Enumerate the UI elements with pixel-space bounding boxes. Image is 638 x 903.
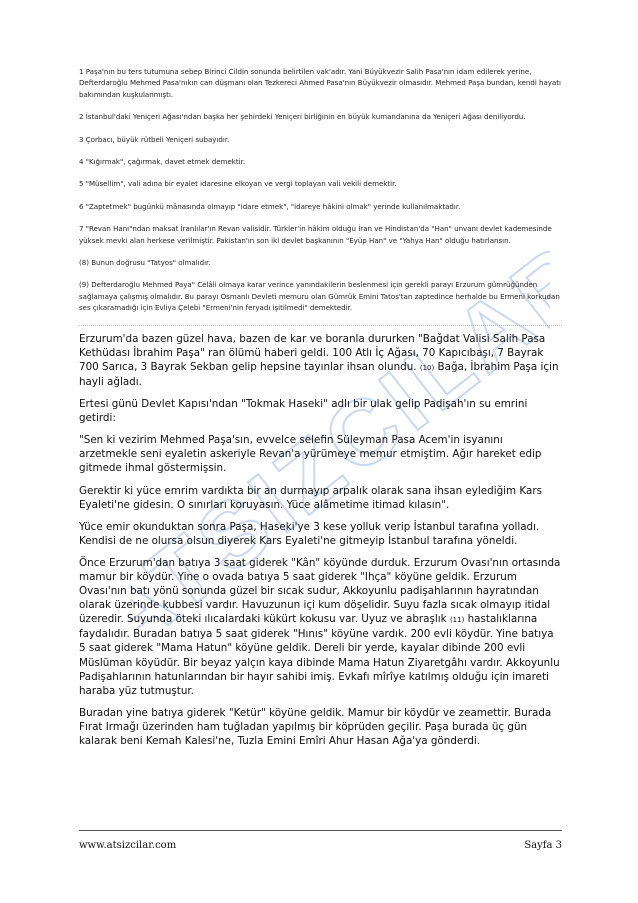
- paragraph-6: [79, 556, 562, 698]
- footer-site-link[interactable]: www.atsizcilar.com: [79, 840, 177, 851]
- footnote-9: (9) Defterdaroğlu Mehmed Paya" Celâli olmaya karar verince yanındakilerin beslenmesi için gerekli parayı Erzurum gümrüğünden sağlamaya çalışmış olmalıdır. Bu parayı Osmanlı Devleti memuru olan Gümrük Emini Tatos'tan zaptedince herhalde bu Ermeni korkudan ses çıkaramadığı için Evliya Çelebi "Ermeni'nin feryadı işitilmedi" demektedir.: [79, 280, 560, 313]
- footnote-ref-10[interactable]: (10): [419, 363, 435, 372]
- footnote-ref-11[interactable]: (11): [449, 616, 465, 625]
- page-content: [79, 66, 562, 756]
- footnote-6: 6 "Zaptetmek" bugünkü mânasında olmayıp "idare etmek", "idareye hâkini olmak" yerinde kullanılmaktadır.: [79, 201, 461, 211]
- paragraph-6-after: hastalıklarına faydalıdır. Buradan batıya 5 saat giderek "Hınıs" köyüne vardık. 200 evli köydür. Yine batıya 5 saat giderek "Mama Hatun" köyüne geldik. Dereli bir yerde, kayalar dibinde 200 evli Müslüman köyüdür. Bir beyaz yalçın kaya dibinde Mama Hatun Ziyaretgâhı vardır. Akkoyunlu Padişahlarının hatunlarından bir hayır sahibi imiş. Evkafı mîrîye katılmış olduğu için imareti haraba yüz tutmuştur.: [79, 613, 560, 697]
- paragraph-1-text: Erzurum'da bazen güzel hava, bazen de kar ve boranla dururken "Bağdat Valisi Salih Pasa Kethüdası İbrahim Paşa" ran ölümü haberi geldi. 100 Atlı İç Ağası, 70 Kapıcıbaşı, 7 Bayrak 700 Sarıca, 3 Bayrak Sekban gelip hepsine tayınlar ihsan olundu.: [79, 332, 546, 373]
- paragraph-2: Ertesi günü Devlet Kapısı'ndan "Tokmak Haseki" adlı bir ulak gelip Padişah'ın su emrini getirdi:: [79, 398, 528, 425]
- paragraph-3: "Sen ki vezirim Mehmed Paşa'sın, evvelce selefin Süleyman Pasa Acem'in isyanını arzetmekle seni eyaletin askeriyle Revan'a yürümeye memur etmiştim. Ağır hareket edip gitmede ihmal göstermişsin.: [79, 434, 542, 475]
- watermark-text: ATSIZCILAR: [130, 250, 550, 630]
- paragraph-6-text: Önce Erzurum'dan batıya 3 saat giderek "Kân" köyünde durduk. Erzurum Ovası'nın ortasında mamur bir köydür. Yine o ovada batıya 5 saat giderek "Ihça" köyüne geldik. Erzurum Ovası'nın batı yönü sonunda güzel bir sıcak sudur, Akkoyunlu padişahlarının hayratından olarak üzerinde kubbesi vardır. Havuzunun içi kum döşelidir. Suyu fazla sıcak olmayıp itidal üzeredir. Suyunda öteki ılıcalardaki kükürt kokusu var. Uyuz ve abraşlık: [79, 556, 561, 626]
- footnote-8: (8) Bunun doğrusu "Tatyos" olmalıdır.: [79, 258, 211, 268]
- footnote-1: 1 Paşa'nın bu ters tutumuna sebep Birinci Cildin sonunda belirtilen vak'adır. Yani Büyükvezir Salih Pasa'nın idam edilerek yerine, Defterdaroğlu Mehmed Pasa'nıkın can düşmanı olan Tezkereci Ahmed Pasa'nın Büyükvezir olmasıdır. Mehmed Paşa bundan, kendi hayatı bakımından kuşkulanmıştı.: [79, 67, 562, 99]
- page-footer: [79, 830, 562, 851]
- footnote-5: 5 "Müsellim", vali adına bir eyalet idaresine elkoyan ve vergi toplayan vali vekili demektir.: [79, 179, 397, 189]
- paragraph-5: Yüce emir okunduktan sonra Paşa, Haseki'ye 3 kese yolluk verip İstanbul tarafına yolladı. Kendisi de ne olursa olsun diyerek Kars Eyaleti'ne gitmeyip İstanbul tarafına yöneldi.: [79, 520, 540, 547]
- footnote-7: 7 "Revan Hanı"ndan maksat İranlılar'ın Revan valisidir. Türkler'in hâkim olduğu İran ve Hindistan'da "Han" unvanı devlet kademesinde yüksek mevki alan herkese verilmiştir. Pakistan'ın son iki devlet başkanının "Eyüp Han" ve "Yahya Han" olduğu hatırlansın.: [79, 224, 552, 245]
- paragraph-1-after: Bağa, İbrahim Paşa için hayli ağladı.: [79, 360, 559, 388]
- paragraph-7: Buradan yine batıya giderek "Ketür" köyüne geldik. Mamur bir köydür ve zeamettir. Burada Fırat Irmağı üzerinden ham tuğladan yapılmış bir köprüden geçilir. Paşa burada üç gün kalarak beni Kemah Kalesi'ne, Tuzla Emini Emîri Ahur Hasan Ağa'ya gönderdi.: [79, 706, 552, 748]
- paragraph-4: Gerektir ki yüce emrim vardıkta bir an durmayıp arpalık olarak sana ihsan eylediğim Kars Eyaleti'ne gidesin. O sınırları koruyasın. Yüce alâmetime itimad kılasın".: [79, 484, 542, 511]
- paragraph-1: [79, 332, 562, 389]
- footnote-4: 4 "Kığırmak", çağırmak, davet etmek demektir.: [79, 157, 246, 167]
- footnote-2: 2 İstanbul'daki Yeniçeri Ağası'ndan başka her şehirdeki Yeniçeri birliğinin en büyük kumandanına da Yeniçeri Ağası deniliyordu.: [79, 112, 526, 122]
- footnote-3: 3 Çorbacı, büyük rütbeli Yeniçeri subayıdır.: [79, 134, 230, 144]
- footer-page-number: Sayfa 3: [524, 840, 562, 851]
